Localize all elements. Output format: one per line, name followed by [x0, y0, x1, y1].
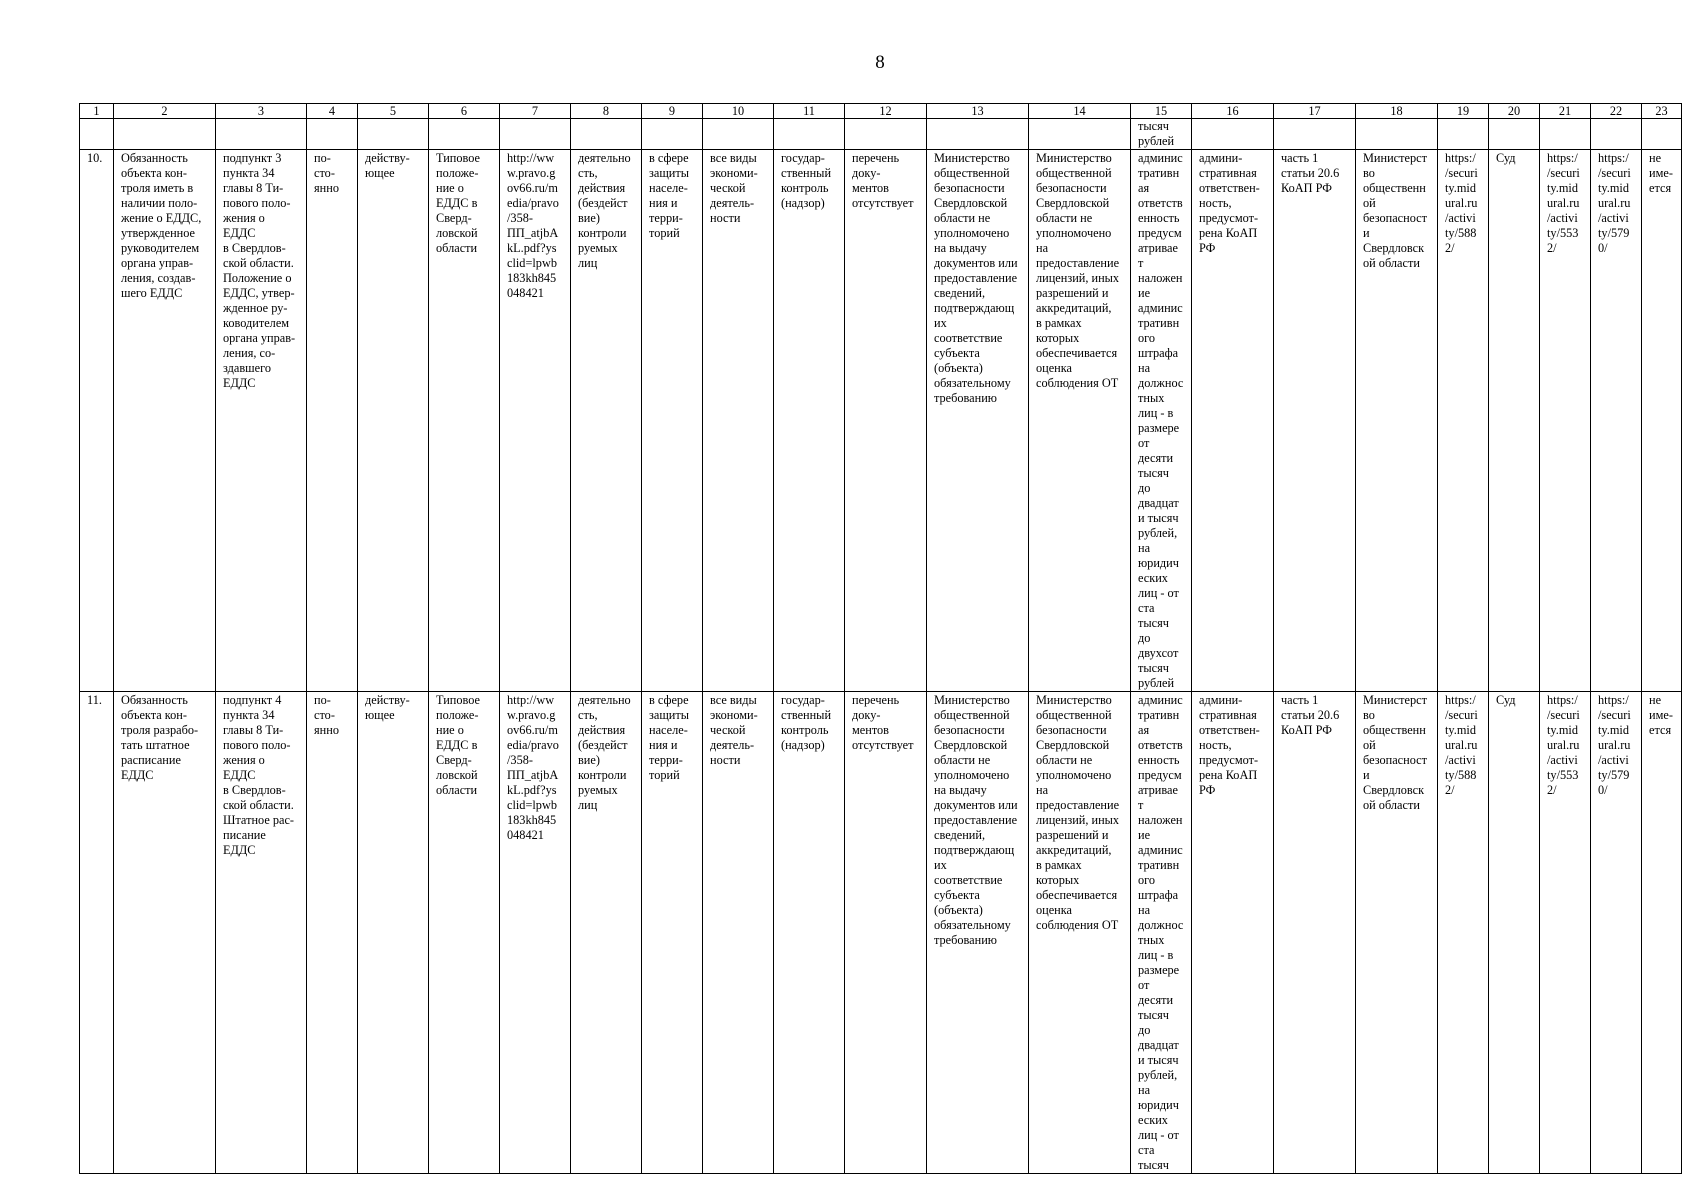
- sphere: в сфере защиты населе- ния и терри- торий: [649, 151, 690, 240]
- periodicity: по- сто- янно: [314, 151, 339, 195]
- control-object: деятельно сть, действия (бездейст вие) контроли руемых лиц: [578, 693, 631, 812]
- column-number: 6: [429, 104, 500, 119]
- row-number-cell: [80, 692, 114, 1174]
- periodicity: по- сто- янно: [314, 693, 339, 737]
- table-cell: [845, 692, 927, 1174]
- table-cell: [571, 692, 642, 1174]
- column-number: 10: [703, 104, 774, 119]
- table-cell: [571, 150, 642, 692]
- notes: не име- ется: [1649, 693, 1673, 737]
- table-cell: [216, 119, 307, 150]
- table-cell: [703, 150, 774, 692]
- status: действу- ющее: [365, 693, 410, 722]
- responsible-authority: Министерст во общественн ой безопасност и Свердловск ой области: [1363, 151, 1428, 270]
- table-cell: [1356, 692, 1438, 1174]
- table-cell: [307, 150, 358, 692]
- table-cell: [703, 692, 774, 1174]
- table-cell: [845, 119, 927, 150]
- table-cell: [927, 119, 1029, 150]
- source-link[interactable]: http://ww w.pravo.g ov66.ru/m edia/pravo /358- ПП_atjbA kL.pdf?ys clid=lpwb 183kh845 048421: [507, 693, 559, 842]
- column-number: 21: [1540, 104, 1591, 119]
- table-cell: [1192, 119, 1274, 150]
- table-cell: [774, 692, 845, 1174]
- table-cell: [358, 119, 429, 150]
- column-number: 11: [774, 104, 845, 119]
- table-cell: [927, 150, 1029, 692]
- table-cell: [429, 150, 500, 692]
- table-cell[interactable]: [500, 150, 571, 692]
- column-number: 9: [642, 104, 703, 119]
- column-number: 8: [571, 104, 642, 119]
- row-number: 11.: [87, 693, 102, 707]
- authority-licenses: Министерство общественной безопасности Свердловской области не уполномочено на предоставление лицензий, иных разрешений и аккредитаций, в рамках которых обеспечивается оценка соблюдения ОТ: [1036, 693, 1120, 932]
- authority-licenses: Министерство общественной безопасности Свердловской области не уполномочено на предоставление лицензий, иных разрешений и аккредитаций, в рамках которых обеспечивается оценка соблюдения ОТ: [1036, 151, 1120, 390]
- continued-penalty-text: тысяч рублей: [1138, 119, 1175, 148]
- table-cell: [1489, 692, 1540, 1174]
- source-act: Типовое положе- ние о ЕДДС в Сверд- ловской области: [436, 693, 480, 797]
- column-number: 22: [1591, 104, 1642, 119]
- court: Суд: [1496, 693, 1516, 707]
- table-cell[interactable]: [1591, 692, 1642, 1174]
- column-number: 5: [358, 104, 429, 119]
- table-cell: [642, 692, 703, 1174]
- column-number: 17: [1274, 104, 1356, 119]
- table-cell: [1029, 119, 1131, 150]
- table-cell: [1274, 150, 1356, 692]
- penalty-text: админис тративн ая ответств енность предусм атривае т наложен ие админис тративн ого штрафа на должнос тных лиц - в размере от десяти тысяч до двадцат и тысяч рублей, на юридич еских лиц - от ста тысяч: [1138, 693, 1184, 1172]
- guidance-link[interactable]: https:/ /securi ty.mid ural.ru /activi ty/553 2/: [1547, 151, 1580, 255]
- authority-documents: Министерство общественной безопасности Свердловской области не уполномочено на выдачу документов или предоставление сведений, подтверждающ их соответствие субъекта (объекта) обязательному требованию: [934, 693, 1018, 947]
- column-number: 19: [1438, 104, 1489, 119]
- table-cell: [703, 119, 774, 150]
- table-row: [80, 692, 1682, 1174]
- legal-reference: подпункт 3 пункта 34 главы 8 Ти- пового поло- жения о ЕДДС в Свердлов- ской области. Положение о ЕДДС, утвер- жденное ру- ководителем органа управ- ления, со- здавшего ЕДДС: [223, 151, 296, 390]
- activity-types: все виды экономи- ческой деятель- ности: [710, 151, 758, 225]
- column-number: 13: [927, 104, 1029, 119]
- table-cell: [216, 692, 307, 1174]
- page-number: 8: [875, 52, 885, 73]
- table-cell: [642, 150, 703, 692]
- table-cell: [1356, 150, 1438, 692]
- column-number: 23: [1642, 104, 1682, 119]
- authority-link[interactable]: https:/ /securi ty.mid ural.ru /activi ty/588 2/: [1445, 693, 1478, 797]
- table-cell: [1192, 150, 1274, 692]
- table-cell: [1438, 119, 1489, 150]
- requirements-table: [79, 103, 1682, 1174]
- table-cell: [1642, 150, 1682, 692]
- responsible-authority: Министерст во общественн ой безопасност и Свердловск ой области: [1363, 693, 1428, 812]
- sphere: в сфере защиты населе- ния и терри- торий: [649, 693, 690, 782]
- documents-list: перечень доку- ментов отсутствует: [852, 693, 914, 752]
- table-cell: [114, 150, 216, 692]
- activity-types: все виды экономи- ческой деятель- ности: [710, 693, 758, 767]
- table-cell: [114, 119, 216, 150]
- authority-link[interactable]: https:/ /securi ty.mid ural.ru /activi ty/588 2/: [1445, 151, 1478, 255]
- notes: не име- ется: [1649, 151, 1673, 195]
- source-act: Типовое положе- ние о ЕДДС в Сверд- ловской области: [436, 151, 480, 255]
- control-object: деятельно сть, действия (бездейст вие) контроли руемых лиц: [578, 151, 631, 270]
- column-number: 14: [1029, 104, 1131, 119]
- table-cell: [845, 150, 927, 692]
- table-cell: [774, 119, 845, 150]
- table-cell[interactable]: [1540, 692, 1591, 1174]
- column-number: 2: [114, 104, 216, 119]
- table-cell: [216, 150, 307, 692]
- continuation-row: [80, 119, 1682, 150]
- table-cell: [571, 119, 642, 150]
- table-cell: [1274, 692, 1356, 1174]
- control-type: государ- ственный контроль (надзор): [781, 693, 832, 752]
- liability-type: админи- стративная ответствен- ность, предусмот- рена КоАП РФ: [1199, 151, 1260, 255]
- row-number-cell: [80, 150, 114, 692]
- column-number: 18: [1356, 104, 1438, 119]
- requirement-text: Обязанность объекта кон- троля разрабо- тать штатное расписание ЕДДС: [121, 693, 199, 782]
- table-cell: [1029, 692, 1131, 1174]
- table-cell: [1029, 150, 1131, 692]
- requirement-text: Обязанность объекта кон- троля иметь в наличии поло- жение о ЕДДС, утвержденное руководителем органа управ- ления, создав- шего ЕДДС: [121, 151, 202, 300]
- table-cell: [114, 692, 216, 1174]
- table-cell: [1356, 119, 1438, 150]
- liability-type: админи- стративная ответствен- ность, предусмот- рена КоАП РФ: [1199, 693, 1260, 797]
- column-number: 4: [307, 104, 358, 119]
- column-number: 12: [845, 104, 927, 119]
- table-cell[interactable]: [1438, 692, 1489, 1174]
- checklist-link[interactable]: https:/ /securi ty.mid ural.ru /activi ty/579 0/: [1598, 693, 1631, 797]
- column-number: 7: [500, 104, 571, 119]
- table-cell[interactable]: [1438, 150, 1489, 692]
- column-number: 1: [80, 104, 114, 119]
- table-cell: [1274, 119, 1356, 150]
- liability-article: часть 1 статьи 20.6 КоАП РФ: [1281, 151, 1340, 195]
- table-cell: [774, 150, 845, 692]
- table-cell: [358, 692, 429, 1174]
- source-link[interactable]: http://ww w.pravo.g ov66.ru/m edia/pravo /358- ПП_atjbA kL.pdf?ys clid=lpwb 183kh845 048421: [507, 151, 559, 300]
- table-cell: [1540, 119, 1591, 150]
- table-cell: [1642, 119, 1682, 150]
- status: действу- ющее: [365, 151, 410, 180]
- column-number: 16: [1192, 104, 1274, 119]
- table-cell: [1489, 119, 1540, 150]
- control-type: государ- ственный контроль (надзор): [781, 151, 832, 210]
- column-number: 15: [1131, 104, 1192, 119]
- guidance-link[interactable]: https:/ /securi ty.mid ural.ru /activi ty/553 2/: [1547, 693, 1580, 797]
- penalty-text: админис тративн ая ответств енность предусм атривае т наложен ие админис тративн ого штрафа на должнос тных лиц - в размере от десяти тысяч до двадцат и тысяч рублей, на юридич еских лиц - от ста тысяч до двухсот тысяч рублей: [1138, 151, 1184, 690]
- table-cell[interactable]: [500, 692, 571, 1174]
- table-cell: [307, 692, 358, 1174]
- table-cell: [307, 119, 358, 150]
- liability-article: часть 1 статьи 20.6 КоАП РФ: [1281, 693, 1340, 737]
- authority-documents: Министерство общественной безопасности Свердловской области не уполномочено на выдачу документов или предоставление сведений, подтверждающ их соответствие субъекта (объекта) обязательному требованию: [934, 151, 1018, 405]
- legal-reference: подпункт 4 пункта 34 главы 8 Ти- пового поло- жения о ЕДДС в Свердлов- ской области. Штатное рас- писание ЕДДС: [223, 693, 295, 857]
- column-number-row: [80, 104, 1682, 119]
- table-cell: [429, 692, 500, 1174]
- table-cell: [1131, 692, 1192, 1174]
- table-cell: [642, 119, 703, 150]
- table-cell: [358, 150, 429, 692]
- table-cell: [1131, 119, 1192, 150]
- table-cell: [1489, 150, 1540, 692]
- table-cell[interactable]: [1540, 150, 1591, 692]
- column-number: 3: [216, 104, 307, 119]
- table-cell: [1591, 119, 1642, 150]
- row-number: 10.: [87, 151, 103, 165]
- table-cell: [1192, 692, 1274, 1174]
- table-cell: [500, 119, 571, 150]
- documents-list: перечень доку- ментов отсутствует: [852, 151, 914, 210]
- table-cell[interactable]: [1591, 150, 1642, 692]
- table-cell: [927, 692, 1029, 1174]
- table-cell: [80, 119, 114, 150]
- table-cell: [1131, 150, 1192, 692]
- table-cell: [1642, 692, 1682, 1174]
- column-number: 20: [1489, 104, 1540, 119]
- table-cell: [429, 119, 500, 150]
- checklist-link[interactable]: https:/ /securi ty.mid ural.ru /activi ty/579 0/: [1598, 151, 1631, 255]
- table-row: [80, 150, 1682, 692]
- court: Суд: [1496, 151, 1516, 165]
